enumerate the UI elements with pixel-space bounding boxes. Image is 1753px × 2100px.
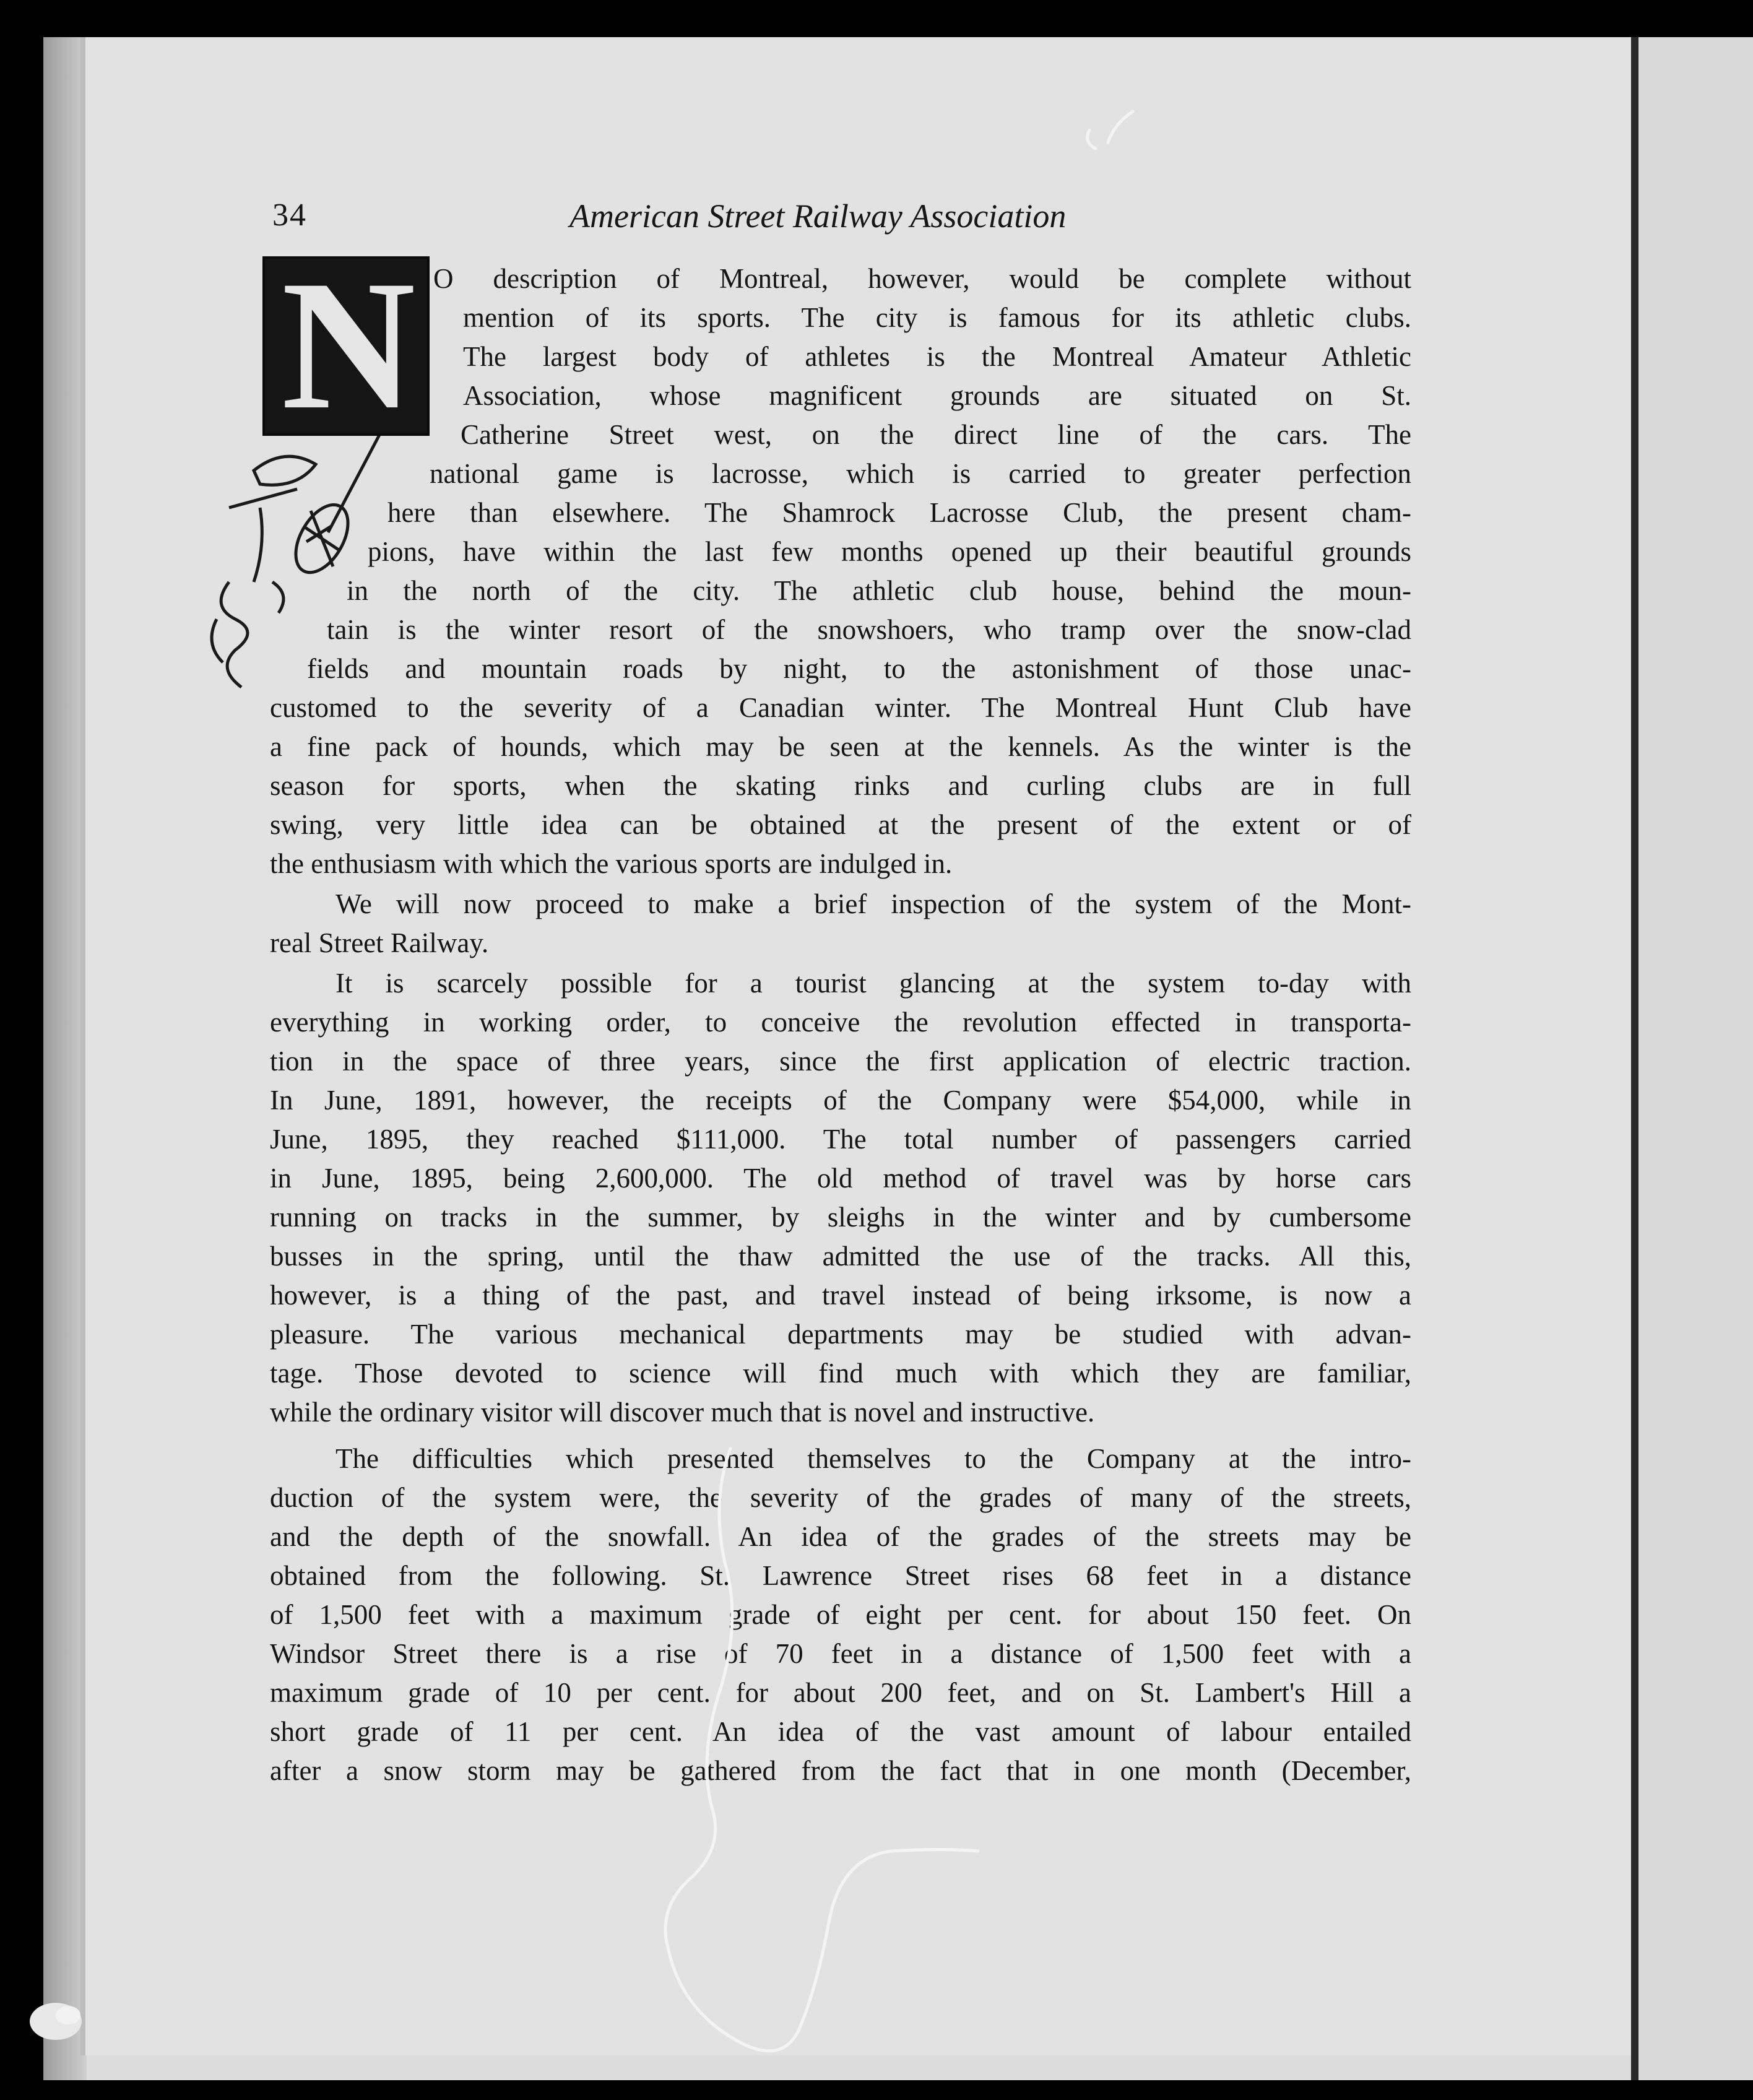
text-line: The difficulties which presented themselves to the Company at the intro- <box>335 1443 1411 1474</box>
page-number: 34 <box>272 197 307 233</box>
text-line: June, 1895, they reached $111,000. The total number of passengers carried <box>270 1124 1411 1155</box>
text-line: a fine pack of hounds, which may be seen at the kennels. As the winter is the <box>270 731 1411 762</box>
text-line: everything in working order, to conceive the revolution effected in transporta- <box>270 1007 1411 1038</box>
drop-cap-letter: N <box>281 242 416 448</box>
text-line: national game is lacrosse, which is carried to greater perfection <box>430 458 1411 489</box>
text-line: fields and mountain roads by night, to the astonishment of those unac- <box>307 653 1411 684</box>
text-line: in June, 1895, being 2,600,000. The old method of travel was by horse cars <box>270 1163 1411 1194</box>
scan-smudge <box>25 1994 93 2049</box>
text-line: busses in the spring, until the thaw admitted the use of the tracks. All this, <box>270 1241 1411 1272</box>
text-line: season for sports, when the skating rinks and curling clubs are in full <box>270 770 1411 801</box>
text-line: Association, whose magnificent grounds are situated on St. <box>463 380 1411 411</box>
text-line: tion in the space of three years, since the first application of electric traction. <box>270 1046 1411 1077</box>
text-line: Windsor Street there is a rise of 70 feet in a distance of 1,500 feet with a <box>270 1638 1411 1669</box>
text-line: the enthusiasm with which the various sports are indulged in. <box>270 848 953 879</box>
text-line: tain is the winter resort of the snowshoers, who tramp over the snow-clad <box>327 614 1411 645</box>
text-line: however, is a thing of the past, and travel instead of being irksome, is now a <box>270 1280 1411 1311</box>
text-line: in the north of the city. The athletic club house, behind the moun- <box>347 575 1411 606</box>
text-line: pions, have within the last few months opened up their beautiful grounds <box>368 536 1411 567</box>
text-line: maximum grade of 10 per cent. for about 200 feet, and on St. Lambert's Hill a <box>270 1677 1411 1708</box>
text-line: customed to the severity of a Canadian winter. The Montreal Hunt Club have <box>270 692 1411 723</box>
text-line: pleasure. The various mechanical departments may be studied with advan- <box>270 1319 1411 1350</box>
text-line: real Street Railway. <box>270 927 489 958</box>
text-line: Catherine Street west, on the direct line of the cars. The <box>461 419 1411 450</box>
text-line: of 1,500 feet with a maximum grade of eight per cent. for about 150 feet. On <box>270 1599 1411 1630</box>
text-line: while the ordinary visitor will discover much that is novel and instructive. <box>270 1397 1095 1428</box>
text-line: here than elsewhere. The Shamrock Lacrosse Club, the present cham- <box>387 497 1411 528</box>
text-line: duction of the system were, the severity of the grades of many of the streets, <box>270 1482 1411 1513</box>
text-line: running on tracks in the summer, by sleighs in the winter and by cumbersome <box>270 1202 1411 1233</box>
text-line: We will now proceed to make a brief inspection of the system of the Mont- <box>335 888 1411 919</box>
text-line: and the depth of the snowfall. An idea of the grades of the streets may be <box>270 1521 1411 1552</box>
text-line: swing, very little idea can be obtained at the present of the extent or of <box>270 809 1411 840</box>
text-line: O description of Montreal, however, would be complete without <box>433 263 1411 294</box>
text-line: In June, 1891, however, the receipts of the Company were $54,000, while in <box>270 1085 1411 1116</box>
text-line: The largest body of athletes is the Montreal Amateur Athletic <box>463 341 1411 372</box>
text-line: tage. Those devoted to science will find much with which they are familiar, <box>270 1358 1411 1389</box>
journal-title: American Street Railway Association <box>569 197 1067 235</box>
text-line: It is scarcely possible for a tourist glancing at the system to-day with <box>335 968 1411 999</box>
text-line: after a snow storm may be gathered from the fact that in one month (December, <box>270 1755 1411 1786</box>
text-line: obtained from the following. St. Lawrence Street rises 68 feet in a distance <box>270 1560 1411 1591</box>
text-line: mention of its sports. The city is famous for its athletic clubs. <box>463 302 1411 333</box>
text-line: short grade of 11 per cent. An idea of the vast amount of labour entailed <box>270 1716 1411 1747</box>
